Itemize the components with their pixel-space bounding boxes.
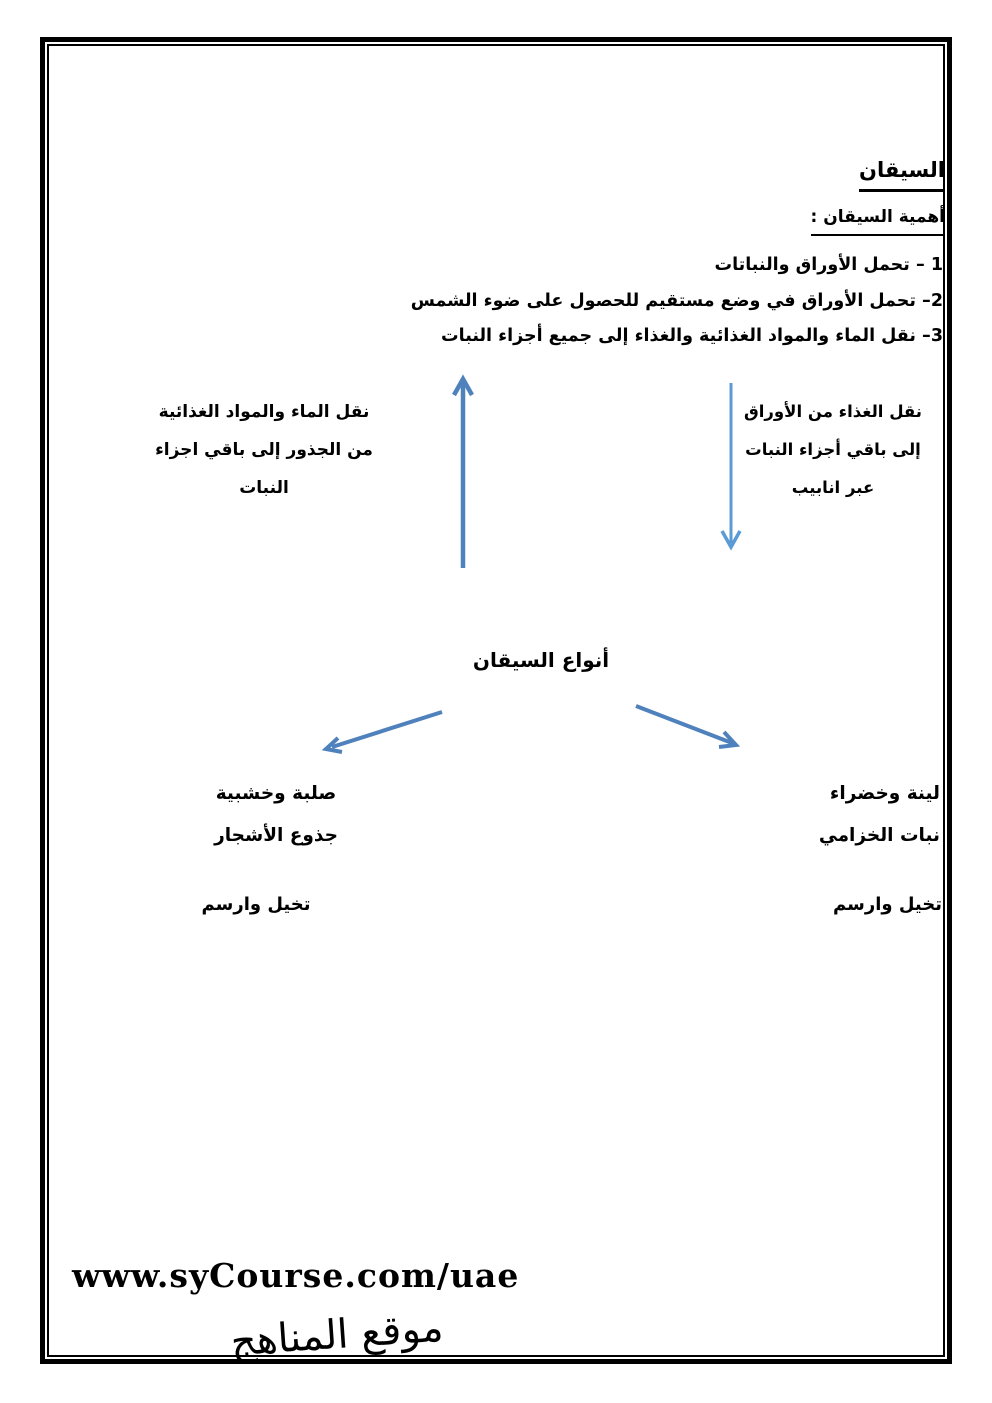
downward-transport-line-2: إلى باقي أجزاء النبات — [745, 440, 921, 459]
downward-transport-line-1: نقل الغذاء من الأوراق — [744, 402, 922, 421]
page-border-frame — [40, 37, 952, 1364]
types-heading: أنواع السيقان — [472, 648, 610, 672]
importance-item-2: 2– تحمل الأوراق في وضع مستقيم للحصول على ضوء الشمس — [410, 290, 943, 311]
type-hard-woody-example: جذوع الأشجار — [214, 825, 338, 846]
type-soft-green — [780, 773, 940, 857]
upward-transport-line-1: نقل الماء والمواد الغذائية — [158, 402, 370, 422]
page-title: السيقان — [859, 158, 945, 192]
imagine-draw-right: تخيل وارسم — [833, 894, 942, 915]
type-soft-green-name: لينة وخضراء — [829, 783, 940, 804]
upward-transport-line-2: من الجذور إلى باقي اجزاء النبات — [155, 440, 373, 498]
right-branch-arrow — [628, 698, 748, 756]
downward-transport-line-3: عبر انابيب — [791, 478, 875, 497]
upward-arrow — [448, 372, 478, 572]
page-border-inner-line — [47, 44, 945, 1357]
type-hard-woody — [192, 773, 360, 857]
downward-transport-label — [742, 393, 924, 507]
footer-url: www.syCourse.com/uae — [72, 1256, 520, 1295]
importance-heading: أهمية السيقان : — [811, 207, 945, 236]
type-soft-green-example: نبات الخزامي — [818, 825, 940, 846]
importance-item-3: 3– نقل الماء والمواد الغذائية والغذاء إلى جميع أجزاء النبات — [441, 326, 943, 346]
type-hard-woody-name: صلبة وخشبية — [215, 783, 337, 804]
downward-arrow — [716, 381, 746, 553]
importance-item-1: 1 – تحمل الأوراق والنباتات — [714, 255, 943, 275]
upward-transport-label — [155, 393, 373, 507]
watermark-calligraphy: موقع المناهج — [229, 1304, 445, 1366]
importance-list — [411, 248, 943, 355]
left-branch-arrow — [318, 703, 450, 761]
imagine-draw-left: تخيل وارسم — [201, 894, 311, 915]
